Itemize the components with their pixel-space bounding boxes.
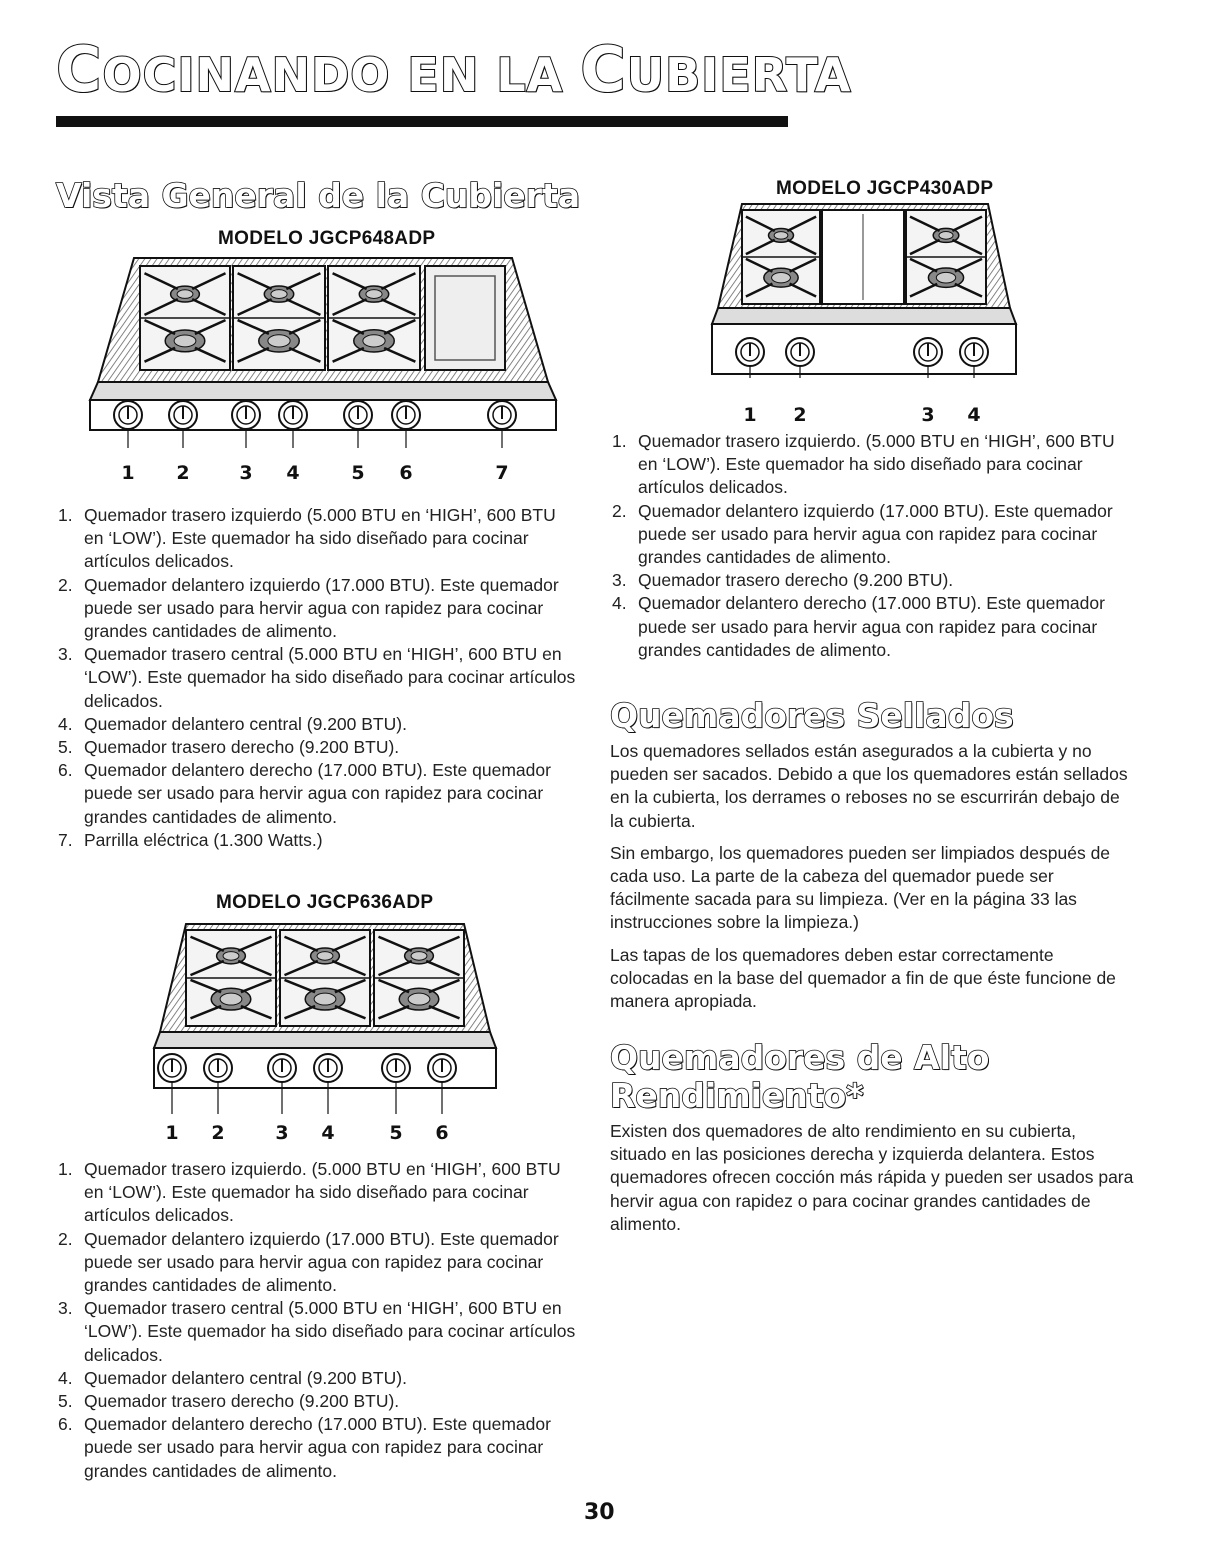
knob-number-label: 3 <box>275 1122 289 1144</box>
model-648-burner-list <box>56 504 576 852</box>
knob-number-label: 5 <box>389 1122 403 1144</box>
list-item: 2. Quemador delantero izquierdo (17.000 BTU). Este quemador puede ser usado para hervir agua con rapidez para cocinar grandes cantidades de alimento. <box>612 500 1113 568</box>
control-knob-icon <box>488 401 516 448</box>
title-rule <box>56 116 788 127</box>
title-part-1: OCINANDO <box>102 48 408 102</box>
knob-number-label: 2 <box>211 1122 225 1144</box>
burner-grate <box>374 930 464 1026</box>
list-item: 1. Quemador trasero izquierdo. (5.000 BTU en ‘HIGH’, 600 BTU en ‘LOW’). Este quemador ha sido diseñado para cocinar artículos delicados. <box>58 1159 561 1226</box>
cooktop-636-drawing <box>150 918 500 1118</box>
model-648-label: MODELO JGCP648ADP <box>218 228 436 249</box>
burner-grate <box>140 266 230 370</box>
sealed-heading: Quemadores Sellados <box>610 696 1014 735</box>
control-knob-icon <box>392 401 420 448</box>
burner-grate <box>186 930 276 1026</box>
knob-number-label: 6 <box>399 462 413 484</box>
burner-grate <box>906 210 986 304</box>
knob-number-label: 2 <box>176 462 190 484</box>
list-item: 1. Quemador trasero izquierdo. (5.000 BTU en ‘HIGH’, 600 BTU en ‘LOW’). Este quemador ha sido diseñado para cocinar artículos delicados. <box>612 431 1115 498</box>
model-636-label: MODELO JGCP636ADP <box>216 892 434 913</box>
control-knob-icon <box>114 401 142 448</box>
knob-numbers-636 <box>150 1122 500 1152</box>
model-430-burner-list <box>610 430 1130 662</box>
title-part-4: UBIERTA <box>626 48 852 102</box>
paragraph: Los quemadores sellados están asegurados a la cubierta y no pueden ser sacados. Debido a que los quemadores están sellados en la cubierta, los derrames o reboses no se escurrirán debajo de la cubierta. <box>610 741 1128 831</box>
list-item: 5. Quemador trasero derecho (9.200 BTU). <box>58 1391 400 1412</box>
model-636-burner-list <box>56 1158 576 1483</box>
knob-number-label: 2 <box>793 404 807 426</box>
paragraph: Sin embargo, los quemadores pueden ser limpiados después de cada uso. La parte de la cabeza del quemador puede ser fácilmente sacada para su limpieza. (Ver en la página 33 las instrucciones sobre la limpieza.) <box>610 842 1111 933</box>
title-part-2: EN <box>407 48 497 102</box>
page-number: 30 <box>584 1500 615 1525</box>
cooktop-430-drawing <box>706 200 1022 380</box>
knob-number-label: 7 <box>495 462 509 484</box>
title-part-3: LA <box>496 48 581 102</box>
burner-grate <box>233 266 325 370</box>
list-item: 3. Quemador trasero central (5.000 BTU en ‘HIGH’, 600 BTU en ‘LOW’). Este quemador ha sido diseñado para cocinar artículos delicados. <box>58 1298 576 1365</box>
list-item: 3. Quemador trasero derecho (9.200 BTU). <box>612 570 954 591</box>
burner-grate <box>328 266 420 370</box>
list-item: 7. Parrilla eléctrica (1.300 Watts.) <box>58 829 323 850</box>
list-item: 5. Quemador trasero derecho (9.200 BTU). <box>58 737 400 758</box>
griddle <box>425 266 505 370</box>
cooktop-430-illustration <box>706 200 1022 380</box>
control-knob-icon <box>344 401 372 448</box>
knob-number-label: 1 <box>121 462 135 484</box>
list-item: 6. Quemador delantero derecho (17.000 BTU). Este quemador puede ser usado para hervir agua con rapidez para cocinar grandes cantidades de alimento. <box>58 1414 551 1481</box>
list-item: 6. Quemador delantero derecho (17.000 BTU). Este quemador puede ser usado para hervir agua con rapidez para cocinar grandes cantidades de alimento. <box>58 760 551 827</box>
overview-heading: Vista General de la Cubierta <box>56 176 581 215</box>
model-430-label: MODELO JGCP430ADP <box>776 178 994 199</box>
knob-number-label: 4 <box>286 462 300 484</box>
burner-grate <box>742 210 820 304</box>
list-item: 4. Quemador delantero derecho (17.000 BTU). Este quemador puede ser usado para hervir agua con rapidez para cocinar grandes cantidades de alimento. <box>612 593 1105 660</box>
paragraph: Las tapas de los quemadores deben estar correctamente colocadas en la base del quemador a fin de que éste funcione de manera apropiada. <box>610 944 1116 1012</box>
control-knob-icon <box>169 401 197 448</box>
knob-number-label: 6 <box>435 1122 449 1144</box>
paragraph: Existen dos quemadores de alto rendimiento en su cubierta, situado en las posiciones derecha y izquierda delantera. Estos quemadores ofrecen cocción más rápida y pueden ser usados para hervir agua con rapidez o para cocinar grandes cantidades de alimento. <box>610 1121 1134 1234</box>
control-knob-icon <box>279 401 307 448</box>
high-perf-heading-line-2: Rendimiento* <box>610 1076 864 1115</box>
burner-grate <box>280 930 370 1026</box>
knob-number-label: 1 <box>165 1122 179 1144</box>
high-perf-body <box>610 1120 1135 1245</box>
high-perf-heading-line-1: Quemadores de Alto <box>610 1038 990 1077</box>
list-item: 2. Quemador delantero izquierdo (17.000 BTU). Este quemador puede ser usado para hervir agua con rapidez para cocinar grandes cantidades de alimento. <box>58 1228 559 1296</box>
knob-number-label: 5 <box>351 462 365 484</box>
knob-number-label: 4 <box>321 1122 335 1144</box>
sealed-body <box>610 740 1135 1022</box>
list-item: 4. Quemador delantero central (9.200 BTU). <box>58 713 407 734</box>
knob-number-label: 1 <box>743 404 757 426</box>
list-item: 2. Quemador delantero izquierdo (17.000 BTU). Este quemador puede ser usado para hervir agua con rapidez para cocinar grandes cantidades de alimento. <box>58 574 559 642</box>
title-cap-4: C <box>580 33 627 106</box>
cooktop-648-illustration <box>88 252 558 462</box>
list-item: 3. Quemador trasero central (5.000 BTU en ‘HIGH’, 600 BTU en ‘LOW’). Este quemador ha sido diseñado para cocinar artículos delicados. <box>58 644 576 711</box>
knob-numbers-648 <box>88 462 558 492</box>
cooktop-636-illustration <box>150 918 500 1118</box>
knob-number-label: 3 <box>921 404 935 426</box>
control-knob-icon <box>232 401 260 448</box>
cooktop-648-drawing <box>88 252 558 462</box>
title-cap-1: C <box>56 33 103 106</box>
page-title <box>56 33 852 106</box>
list-item: 1. Quemador trasero izquierdo (5.000 BTU en ‘HIGH’, 600 BTU en ‘LOW’). Este quemador ha sido diseñado para cocinar artículos delicados. <box>58 505 556 572</box>
knob-number-label: 4 <box>967 404 981 426</box>
list-item: 4. Quemador delantero central (9.200 BTU). <box>58 1367 407 1388</box>
knob-number-label: 3 <box>239 462 253 484</box>
